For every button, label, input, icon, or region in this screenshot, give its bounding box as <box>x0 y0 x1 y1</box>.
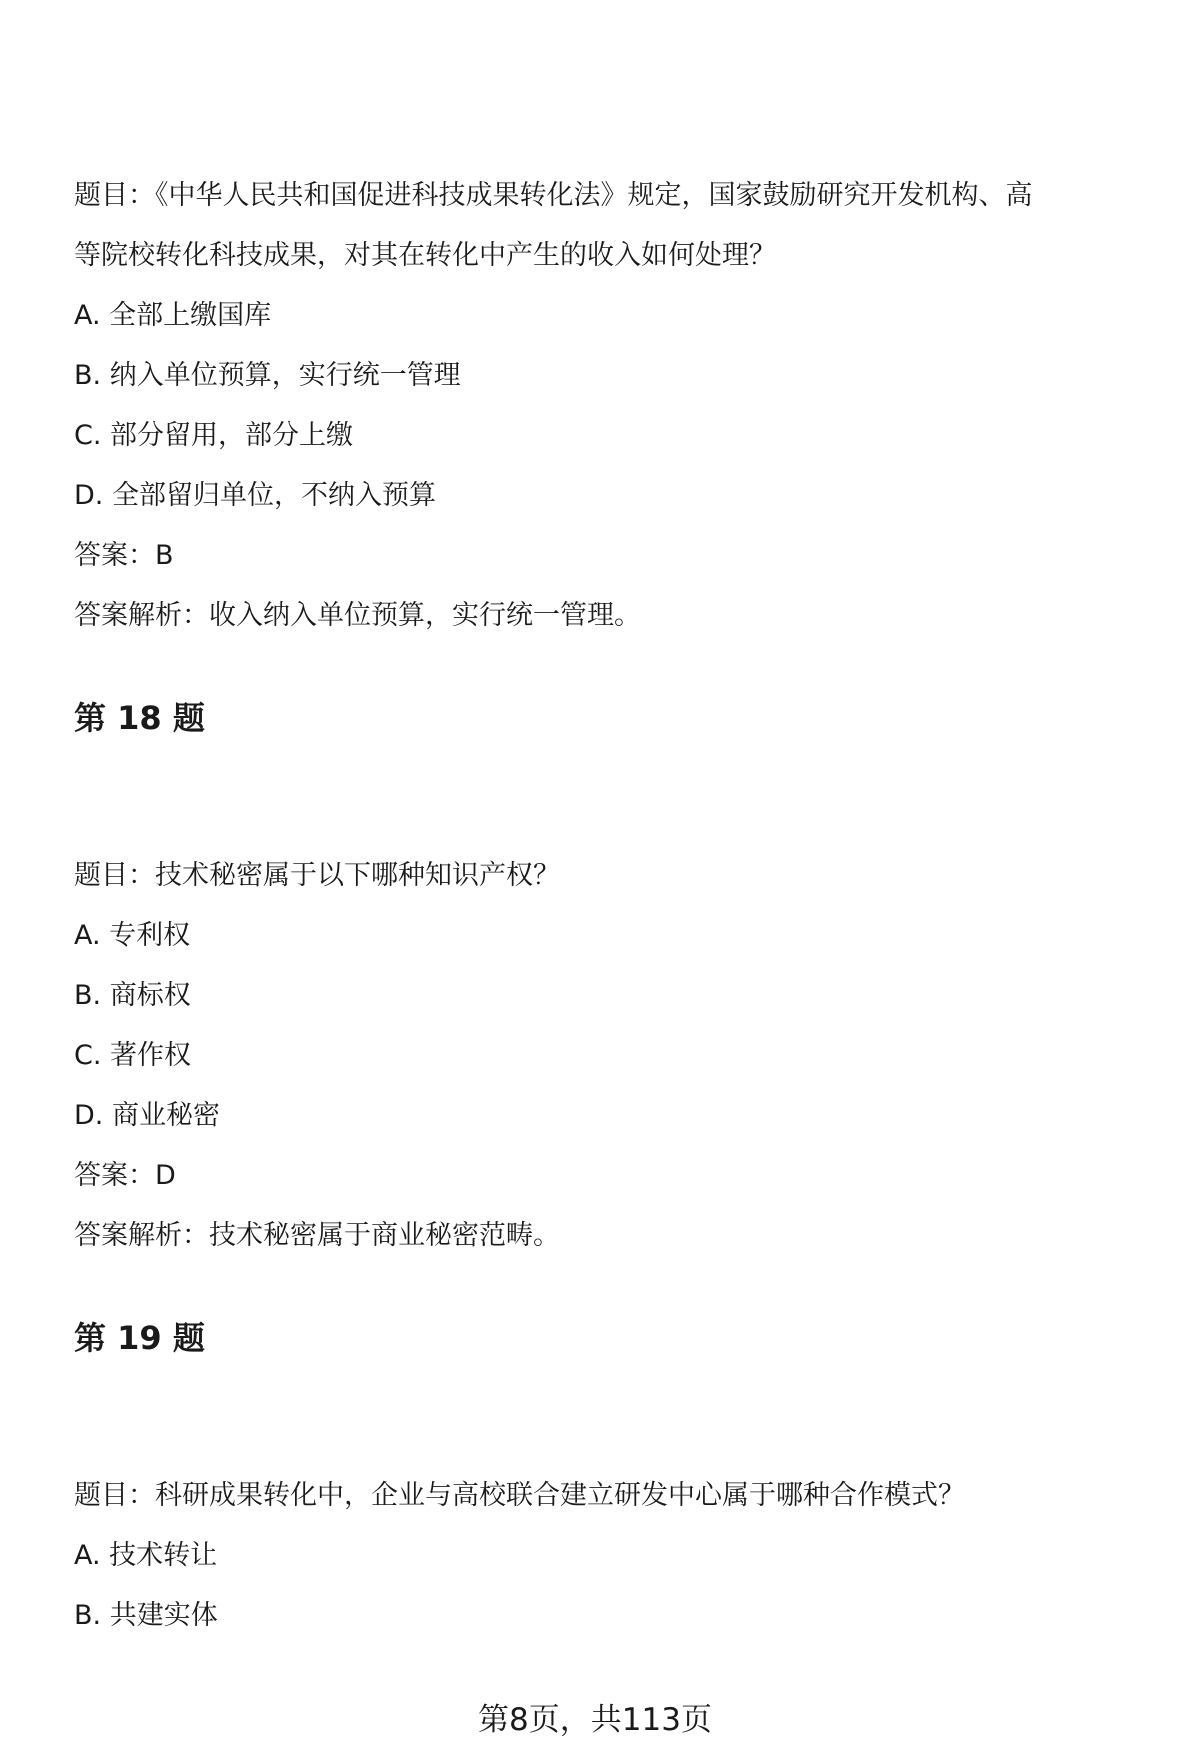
q18-question: 题目：技术秘密属于以下哪种知识产权？ <box>74 860 560 891</box>
q18-option-d: D. 商业秘密 <box>74 1100 220 1131</box>
q18-option-c: C. 著作权 <box>74 1040 192 1071</box>
q17-option-c: C. 部分留用，部分上缴 <box>74 420 354 451</box>
page-number: 第8页，共113页 <box>478 1702 712 1738</box>
q17-question-line2: 等院校转化科技成果，对其在转化中产生的收入如何处理？ <box>74 240 776 271</box>
q17-option-a: A. 全部上缴国库 <box>74 300 272 331</box>
q19-question: 题目：科研成果转化中，企业与高校联合建立研发中心属于哪种合作模式？ <box>74 1480 965 1511</box>
q19-heading: 第 19 题 <box>74 1319 205 1357</box>
q17-option-b: B. 纳入单位预算，实行统一管理 <box>74 360 461 391</box>
q18-option-b: B. 商标权 <box>74 980 191 1011</box>
q17-option-d: D. 全部留归单位，不纳入预算 <box>74 480 436 511</box>
q18-heading: 第 18 题 <box>74 699 205 737</box>
q18-analysis: 答案解析：技术秘密属于商业秘密范畴。 <box>74 1220 560 1251</box>
q17-answer: 答案：B <box>74 540 174 571</box>
q19-option-a: A. 技术转让 <box>74 1540 218 1571</box>
q17-analysis: 答案解析：收入纳入单位预算，实行统一管理。 <box>74 600 641 631</box>
q17-question-line1: 题目：《中华人民共和国促进科技成果转化法》规定，国家鼓励研究开发机构、高 <box>74 180 1033 211</box>
q18-answer: 答案：D <box>74 1160 176 1191</box>
q19-option-b: B. 共建实体 <box>74 1600 218 1631</box>
q18-option-a: A. 专利权 <box>74 920 191 951</box>
